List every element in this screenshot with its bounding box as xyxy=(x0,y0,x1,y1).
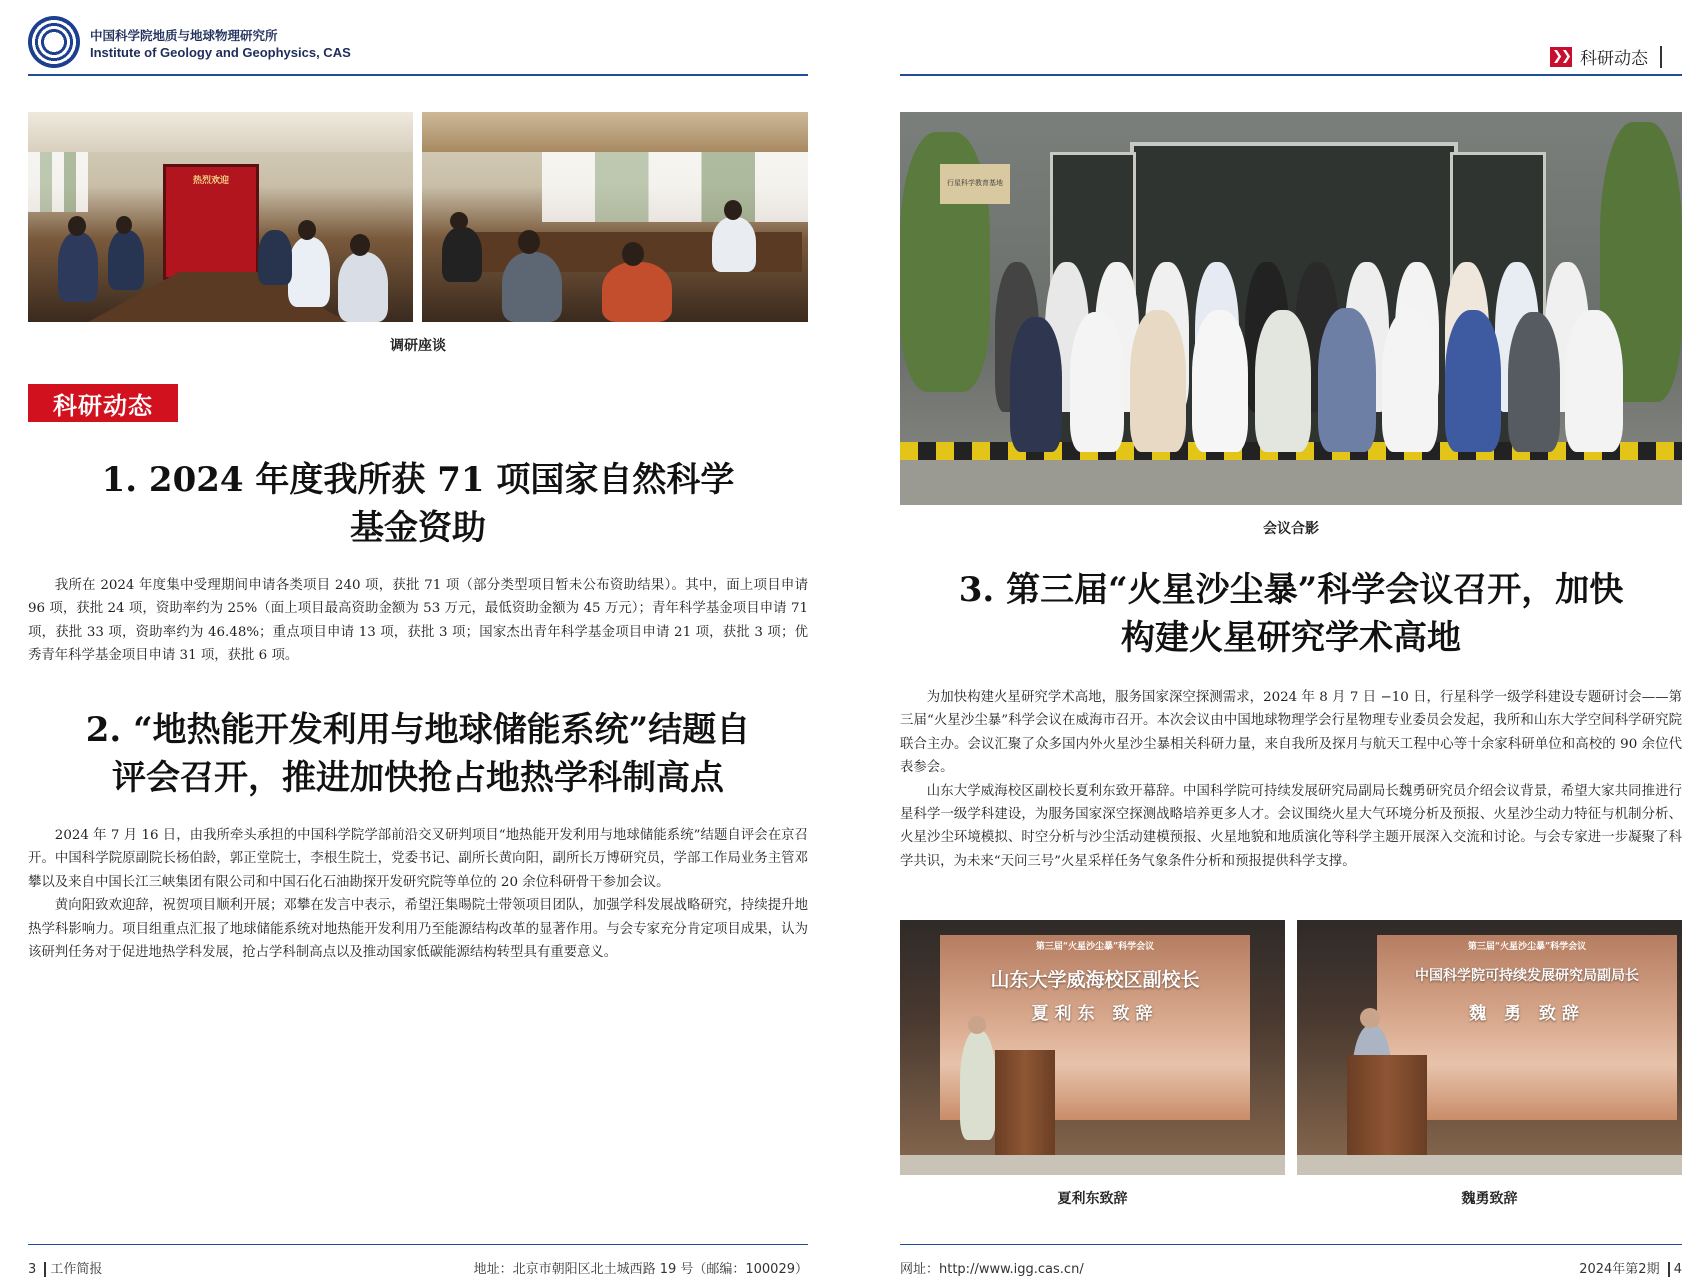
header-rule xyxy=(900,74,1682,76)
welcome-screen: 热烈欢迎 xyxy=(163,164,259,280)
article2-paragraph: 2024 年 7 月 16 日，由我所牵头承担的中国科学院学部前沿交叉研判项目“地热能开发利用与地球储能系统”结题自评会在京召开。中国科学院原副院长杨伯龄，郭正堂院士，李根生院士，党委书记、副所长黄向阳，副所长万博研究员，学部工作局业务主管邓攀以及来自中国长江三峡集团有限公司和中国石化石油勘探开发研究院等单位的 20 余位科研骨干参加会议。 xyxy=(28,828,808,890)
publication-name: 工作简报 xyxy=(50,1262,103,1277)
divider xyxy=(1660,46,1662,68)
section-tab xyxy=(1550,44,1662,69)
page-number: 4 xyxy=(1673,1262,1682,1277)
plaque: 行星科学教育基地 xyxy=(940,164,1010,204)
right-page xyxy=(850,0,1700,1280)
article1-body xyxy=(28,574,808,668)
footer-left xyxy=(28,1258,102,1277)
group-photo-caption: 会议合影 xyxy=(1263,521,1319,537)
footer-address: 地址：北京市朝阳区北土城西路 19 号（邮编：100029） xyxy=(473,1262,808,1277)
meeting-photo-1 xyxy=(28,112,413,322)
stage-caption-1: 夏利东致辞 xyxy=(1057,1191,1128,1207)
org-name-cn: 中国科学院地质与地球物理研究所 xyxy=(90,28,278,43)
org-name-en: Institute of Geology and Geophysics, CAS xyxy=(90,45,351,60)
footer-website[interactable]: 网址：http://www.igg.cas.cn/ xyxy=(900,1262,1084,1277)
header-rule xyxy=(28,74,808,76)
institute-logo-icon xyxy=(28,16,80,68)
article2-paragraph: 黄向阳致欢迎辞，祝贺项目顺利开展；邓攀在发言中表示，希望汪集暘院士带领项目团队，加强学科发展战略研究，持续提升地热学科影响力。项目组重点汇报了地球储能系统对地热能开发利用乃至能源结构改革的显著作用。与会专家充分肯定项目成果，认为该研判任务对于促进地热学科发展，抢占学科制高点以及推动国家低碳能源结构转型具有重要意义。 xyxy=(28,898,808,961)
footer-right xyxy=(1579,1258,1682,1277)
article3-paragraph: 山东大学威海校区副校长夏利东致开幕辞。中国科学院可持续发展研究局副局长魏勇研究员介绍会议背景，希望大家共同推进行星科学一级学科建设，为服务国家深空探测战略培养更多人才。会议围绕火星大气环境分析及预报、火星沙尘动力特征与机制分析、火星沙尘环境模拟、时空分析与沙尘活动建模预报、火星地貌和地质演化等科学主题开展深入交流和讨论。与会专家进一步凝聚了科学共识，为未来“天问三号”火星采样任务气象条件分析和预报提供科学支撑。 xyxy=(900,783,1682,869)
stage-photo-2 xyxy=(1297,920,1682,1175)
photo-caption: 调研座谈 xyxy=(390,338,446,354)
stage-caption-2: 魏勇致辞 xyxy=(1461,1191,1518,1207)
stage-screen: 第三届“火星沙尘暴”科学会议 山东大学威海校区副校长 夏利东 致辞 xyxy=(940,935,1250,1120)
article3-paragraph: 为加快构建火星研究学术高地，服务国家深空探测需求，2024 年 8 月 7 日 −10 日，行星科学一级学科建设专题研讨会——第三届“火星沙尘暴”科学会议在威海市召开。本次会议由中国地球物理学会行星物理专业委员会发起，我所和山东大学空间科学研究院联合主办。会议汇聚了众多国内外火星沙尘暴相关科研力量，来自我所及探月与航天工程中心等十余家科研单位和高校的 90 余位代表参会。 xyxy=(900,690,1682,776)
article3-title: 3. 第三届“火星沙尘暴”科学会议召开，加快 构建火星研究学术高地 xyxy=(958,570,1624,658)
issue-label: 2024年第2期 xyxy=(1579,1262,1660,1277)
page-number: 3 xyxy=(28,1262,37,1277)
stage-photo-1 xyxy=(900,920,1285,1175)
section-badge: 科研动态 xyxy=(28,384,178,422)
footer-rule xyxy=(28,1244,808,1245)
article3-body xyxy=(900,686,1682,873)
article2-title: 2. “地热能开发利用与地球储能系统”结题自 评会召开，推进加快抢占地热学科制高点 xyxy=(85,710,751,798)
meeting-photo-2 xyxy=(422,112,808,322)
article1-title: 1. 2024 年度我所获 71 项国家自然科学 基金资助 xyxy=(101,460,735,548)
group-photo xyxy=(900,112,1682,505)
section-tab-label: 科研动态 xyxy=(1580,49,1648,69)
double-chevron-icon: ❯❯ xyxy=(1550,47,1572,67)
article1-paragraph: 我所在 2024 年度集中受理期间申请各类项目 240 项，获批 71 项（部分类型项目暂未公布资助结果）。其中，面上项目申请 96 项，获批 24 项，资助率约为 25%（面上项目最高资助金额为 53 万元，最低资助金额为 45 万元）；青年科学基金项目申请 71 项，获批 33 项，资助率约为 46.48%；重点项目申请 13 项，获批 3 项；国家杰出青年科学基金项目申请 21 项，获批 3 项；优秀青年科学基金项目申请 31 项，获批 6 项。 xyxy=(28,578,808,664)
stage-screen: 第三届“火星沙尘暴”科学会议 中国科学院可持续发展研究局副局长 魏 勇 致辞 xyxy=(1377,935,1677,1120)
article2-body xyxy=(28,824,808,964)
footer-rule xyxy=(900,1244,1682,1245)
